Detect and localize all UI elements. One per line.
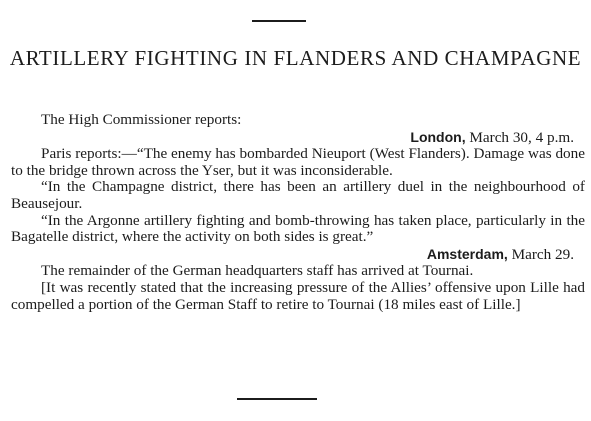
paragraph-champagne: “In the Champagne district, there has been an artillery duel in the neighbourhood of Beausejour.	[11, 178, 585, 212]
paragraph-argonne: “In the Argonne artillery fighting and bomb-throwing has taken place, particularly in the Bagatelle district, where the activity on both sides is great.”	[11, 211, 585, 246]
paragraph-lille-note: [It was recently stated that the increasing pressure of the Allies’ offensive upon Lille had compelled a portion of the German Staff to retire to Tournai (18 miles east of Lille.]	[11, 278, 585, 313]
dateline-date: March 29.	[507, 245, 574, 263]
top-divider-rule	[252, 20, 306, 22]
intro-line: The High Commissioner reports:	[41, 111, 242, 128]
paragraph-headquarters: The remainder of the German headquarters staff has arrived at Tournai.	[41, 262, 474, 280]
dateline-place: London,	[410, 128, 466, 145]
dateline-amsterdam	[11, 246, 585, 264]
article-body	[11, 112, 585, 313]
dateline-london	[11, 129, 585, 147]
dateline-date: March 30, 4 p.m.	[465, 128, 574, 146]
dateline-place: Amsterdam,	[426, 245, 508, 262]
article-headline: ARTILLERY FIGHTING IN FLANDERS AND CHAMPAGNE	[9, 46, 582, 70]
paragraph-paris-reports: Paris reports:—“The enemy has bombarded Nieuport (West Flanders). Damage was done to the bridge thrown across the Yser, but it was inconsiderable.	[11, 145, 585, 179]
bottom-divider-rule	[237, 398, 317, 400]
